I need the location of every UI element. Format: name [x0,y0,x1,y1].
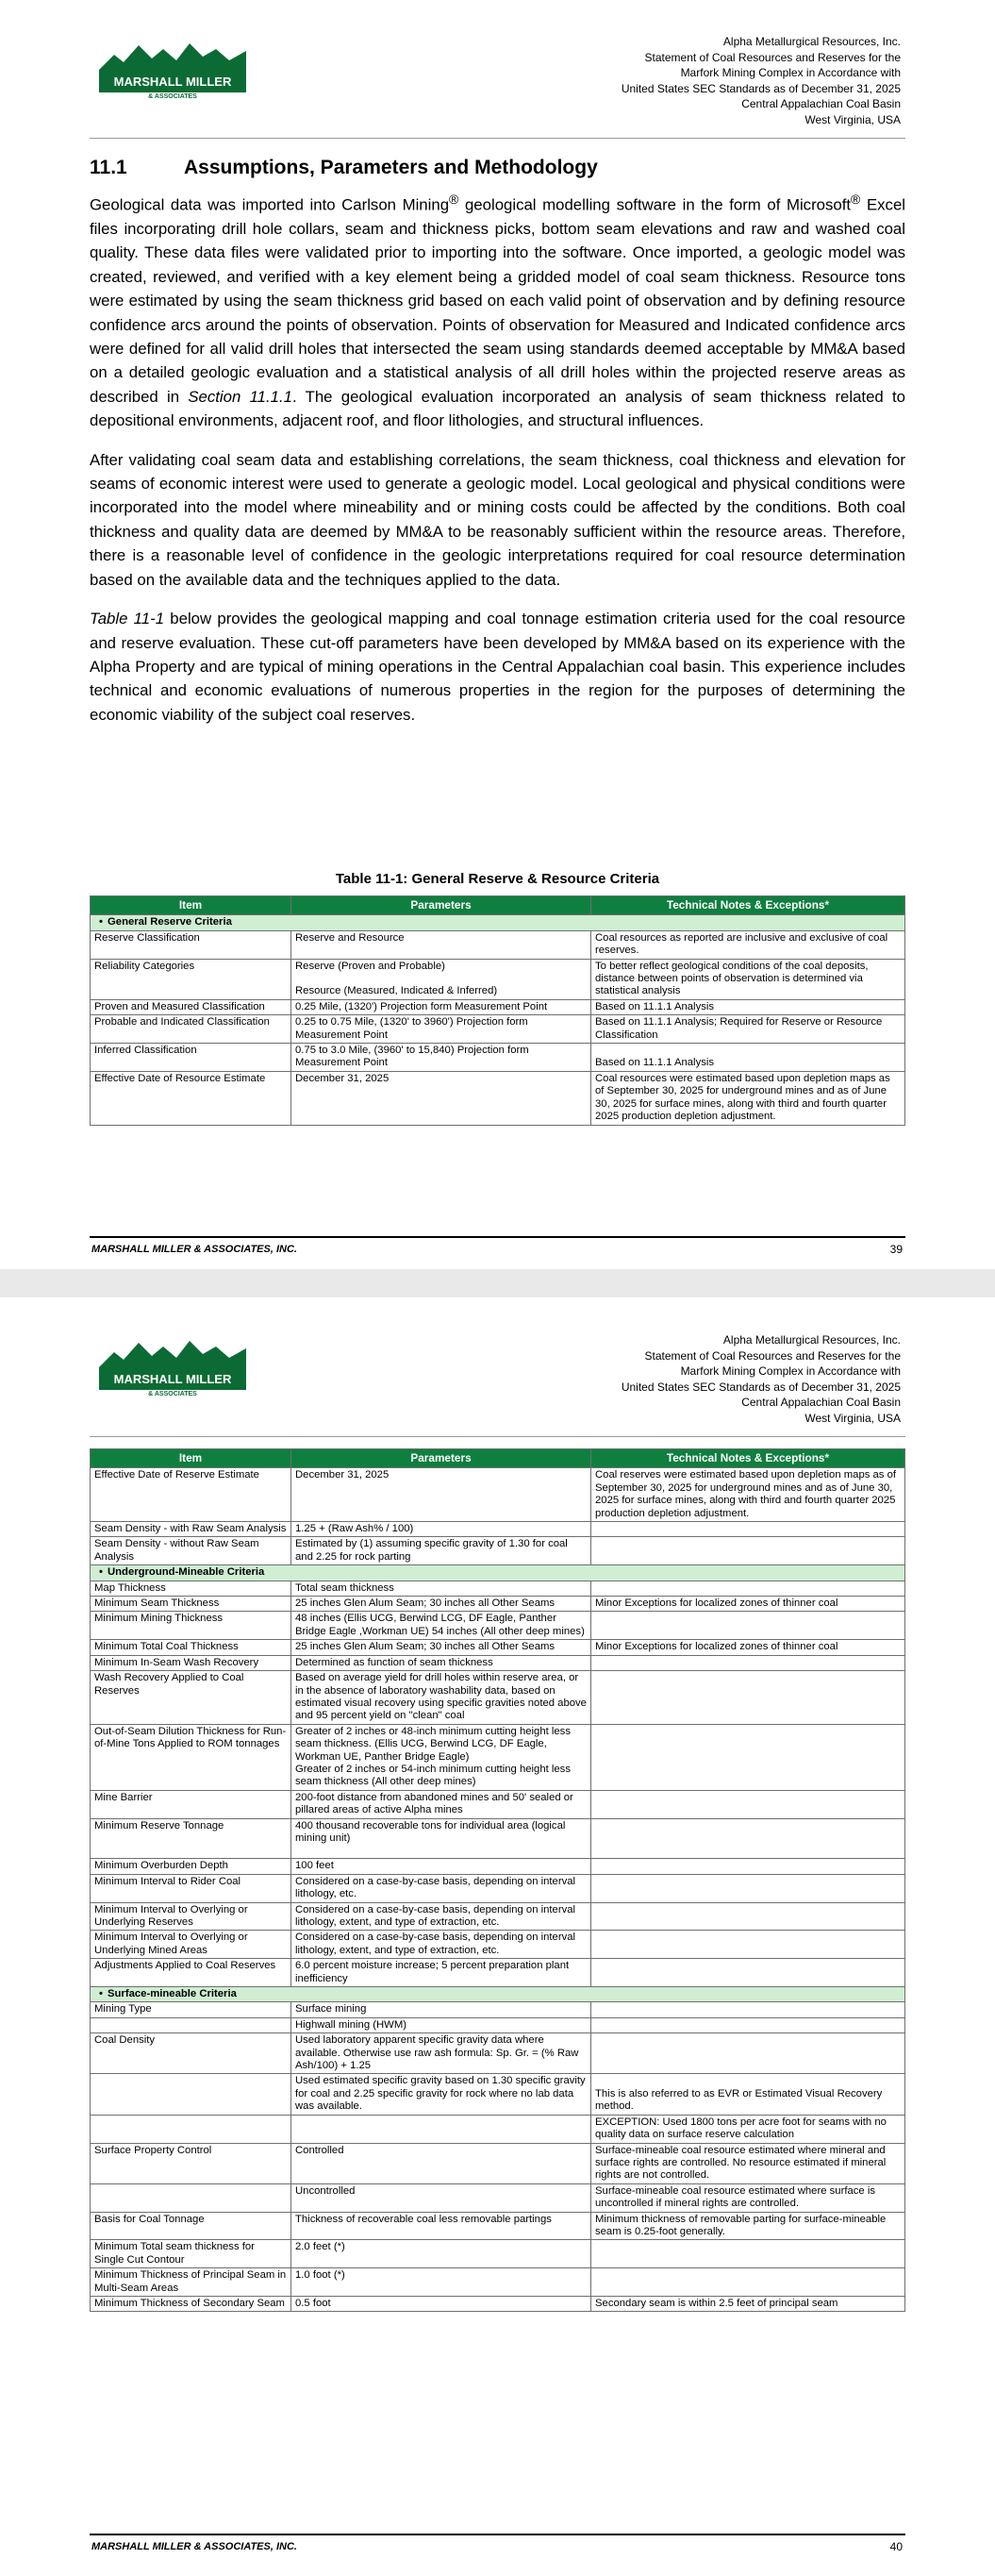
section-label: • Surface-mineable Criteria [91,1987,905,2002]
param-cell: Considered on a case-by-case basis, depending on interval lithology, extent, and type of extraction, etc. [291,1902,591,1931]
param-cell: December 31, 2025 [291,1071,591,1125]
param-cell: Uncontrolled [291,2183,591,2212]
item-cell: Minimum Total seam thickness for Single Cut Contour [91,2240,291,2268]
notes-cell: This is also referred to as EVR or Estimated Visual Recovery method. [591,2074,905,2115]
header-line: Central Appalachian Coal Basin [741,1396,901,1410]
table-row [91,1874,905,1902]
item-cell: Minimum In-Seam Wash Recovery [91,1655,291,1670]
param-text: Resource (Measured, Indicated & Inferred) [295,985,498,997]
header-text [622,34,901,128]
header-line: Marfork Mining Complex in Accordance with [680,66,901,80]
table-row [91,1612,905,1640]
header-line: Alpha Metallurgical Resources, Inc. [722,35,901,48]
param-cell: 1.0 foot (*) [291,2268,591,2297]
page-number: 39 [889,1243,903,1256]
notes-cell [591,1790,905,1818]
header-line: Statement of Coal Resources and Reserves for the [644,1348,901,1363]
item-cell: Wash Recovery Applied to Coal Reserves [91,1671,291,1725]
table-row [91,1671,905,1725]
section-reference: Section 11.1.1 [188,387,292,406]
param-cell: Considered on a case-by-case basis, depending on interval lithology, extent, and type of extraction, etc. [291,1931,591,1959]
notes-cell [591,1581,905,1596]
notes-cell [591,1522,905,1537]
notes-cell [591,1671,905,1725]
item-cell: Effective Date of Resource Estimate [91,1071,291,1125]
svg-text:& ASSOCIATES: & ASSOCIATES [148,93,197,100]
param-text: Greater of 2 inches or 54-inch minimum cutting height less seam thickness (All other deep mines) [295,1763,571,1788]
table-row [91,1902,905,1931]
notes-cell [591,1612,905,1640]
section-text: General Reserve Criteria [108,916,232,928]
header-text [622,1332,901,1427]
notes-cell [591,1859,905,1874]
param-cell: 200-foot distance from abandoned mines and 50' sealed or pillared areas of active Alpha mines [291,1790,591,1818]
table-row [91,1640,905,1655]
section-heading [90,157,598,179]
notes-cell [591,1724,905,1790]
header-line: United States SEC Standards as of December 31, 2025 [621,1380,901,1394]
notes-cell: Minor Exceptions for localized zones of thinner coal [591,1640,905,1655]
table-row [91,2143,905,2183]
paragraph: After validating coal seam data and establishing correlations, the seam thickness, coal thickness and elevation for seams of economic interest were used to generate a geologic model. Local geological and physical conditions were incorporated into the model where mineability and or mining costs could be affected by the conditions. Both coal thickness and quality data are deemed by MM&A to be reasonably sufficient within the resource areas. Therefore, there is a reasonable level of confidence in the geologic interpretations required for coal resource determination based on the available data and the techniques applied to the data. [90,450,905,589]
item-cell: Minimum Seam Thickness [91,1597,291,1612]
page-39 [0,0,995,1269]
notes-cell: Surface-mineable coal resource estimated where mineral and surface rights are controlled. No resource estimated if mineral rights are not controlled. [591,2143,905,2183]
table-row [91,1522,905,1537]
header-divider [90,138,905,139]
notes-cell: Coal resources as reported are inclusive and exclusive of coal reserves. [591,930,905,959]
item-cell: Minimum Interval to Overlying or Underlying Reserves [91,1902,291,1931]
table-row [91,1071,905,1125]
item-cell: Map Thickness [91,1581,291,1596]
notes-cell: EXCEPTION: Used 1800 tons per acre foot for seams with no quality data on surface reserve calculation [591,2115,905,2143]
table-row [91,2017,905,2032]
notes-cell: Minor Exceptions for localized zones of thinner coal [591,1597,905,1612]
item-cell: Basis for Coal Tonnage [91,2212,291,2240]
param-cell: Thickness of recoverable coal less removable partings [291,2212,591,2240]
param-cell: 25 inches Glen Alum Seam; 30 inches all Other Seams [291,1640,591,1655]
table-row [91,2240,905,2268]
footer-divider [90,2534,905,2535]
table-reference: Table 11-1 [90,610,165,628]
section-title: Assumptions, Parameters and Methodology [184,157,598,178]
text-run: geological modelling software in the form of Microsoft [458,195,852,214]
item-cell: Seam Density - without Raw Seam Analysis [91,1537,291,1565]
item-cell: Adjustments Applied to Coal Reserves [91,1959,291,1987]
header-line: West Virginia, USA [804,1411,901,1425]
param-cell: 25 inches Glen Alum Seam; 30 inches all Other Seams [291,1597,591,1612]
param-cell: 0.5 foot [291,2296,591,2311]
table-row [91,2212,905,2240]
notes-cell [591,1874,905,1902]
notes-cell [591,2017,905,2032]
item-cell [91,2183,291,2212]
notes-cell [591,1931,905,1959]
notes-cell: Based on 11.1.1 Analysis [591,999,905,1014]
column-header: Item [91,1449,291,1468]
item-cell [91,2074,291,2115]
item-cell: Minimum Reserve Tonnage [91,1818,291,1859]
notes-cell [591,2033,905,2074]
table-header-row [91,896,905,915]
item-cell: Minimum Interval to Overlying or Underlying Mined Areas [91,1931,291,1959]
registered-mark: ® [851,192,861,207]
param-text: Reserve (Proven and Probable) [295,960,445,972]
table-title: Table 11-1: General Reserve & Resource Criteria [335,871,660,887]
section-label: • General Reserve Criteria [91,915,905,930]
notes-cell [591,2002,905,2017]
notes-cell: Based on 11.1.1 Analysis [591,1044,905,1072]
mma-logo [97,1333,248,1397]
section-label: • Underground-Mineable Criteria [91,1565,905,1581]
notes-cell: Coal reserves were estimated based upon depletion maps as of September 30, 2025 for underground mines and as of June 30, 2025 for surface mines, along with third and fourth quarter 2025 production depletion adjustment. [591,1468,905,1522]
header-divider [90,1436,905,1437]
svg-text:MARSHALL MILLER: MARSHALL MILLER [113,1372,232,1386]
notes-cell: Based on 11.1.1 Analysis; Required for Reserve or Resource Classification [591,1015,905,1044]
notes-cell [591,1959,905,1987]
param-cell: Surface mining [291,2002,591,2017]
param-cell: 48 inches (Ellis UCG, Berwind LCG, DF Eagle, Panther Bridge Eagle ,Workman UE) 54 inches (All other deep mines) [291,1612,591,1640]
header-line: West Virginia, USA [804,112,901,126]
table-row [91,1044,905,1072]
table-row [91,2268,905,2297]
table-row [91,1818,905,1859]
item-cell: Reliability Categories [91,959,291,999]
notes-cell [591,1537,905,1565]
text-run: Excel files incorporating drill hole collars, seam and thickness picks, bottom seam elevations and raw and washed coal quality. These data files were validated prior to importing into the software. Once imported, a geologic model was created, reviewed, and verified with a key element being a gridded model of coal seam thickness. Resource tons were estimated by using the seam thickness grid based on each valid point of observation and by defining resource confidence arcs around the points of observation. Points of observation for Measured and Indicated confidence arcs were defined for all valid drill holes that intersected the seam using standards deemed acceptable by MM&A based on a detailed geologic evaluation and a statistical analysis of all drill holes within the projected reserve areas as described in [90,195,905,406]
item-cell [91,2115,291,2143]
header-line: Central Appalachian Coal Basin [741,97,901,111]
criteria-table [90,895,905,1126]
param-cell [291,959,591,999]
item-cell: Minimum Total Coal Thickness [91,1640,291,1655]
notes-cell: Minimum thickness of removable parting for surface-mineable seam is 0.25-foot generally. [591,2212,905,2240]
text-run: Geological data was imported into Carlson Mining [90,195,450,214]
table-row [91,1015,905,1044]
item-cell: Minimum Thickness of Secondary Seam [91,2296,291,2311]
footer-divider [90,1236,905,1238]
param-cell: 6.0 percent moisture increase; 5 percent preparation plant inefficiency [291,1959,591,1987]
notes-cell [591,2268,905,2297]
notes-cell [591,1818,905,1859]
item-cell: Minimum Interval to Rider Coal [91,1874,291,1902]
item-cell: Reserve Classification [91,930,291,959]
table-row [91,2115,905,2143]
page-40 [0,1297,995,2576]
param-cell: Used laboratory apparent specific gravity data where available. Otherwise use raw ash formula: Sp. Gr. = (% Raw Ash/100) + 1.25 [291,2033,591,2074]
page-number: 40 [889,2540,903,2553]
item-cell: Probable and Indicated Classification [91,1015,291,1044]
column-header: Item [91,896,291,915]
table-row [91,1931,905,1959]
item-cell: Seam Density - with Raw Seam Analysis [91,1522,291,1537]
table-row [91,1468,905,1522]
param-cell: Used estimated specific gravity based on 1.30 specific gravity for coal and 2.25 specific gravity for rock where no lab data was available. [291,2074,591,2115]
item-cell: Coal Density [91,2033,291,2074]
text-run: . The geological evaluation incorporated an analysis of seam thickness related to depositional environments, adjacent roof, and floor lithologies, and structural influences. [90,387,906,430]
notes-cell: To better reflect geological conditions of the coal deposits, distance between points of observation is determined via statistical analysis [591,959,905,999]
table-row [91,959,905,999]
param-cell: Determined as function of seam thickness [291,1655,591,1670]
param-text: Greater of 2 inches or 48-inch minimum cutting height less seam thickness. (Ellis UCG, Berwind LCG, DF Eagle, Workman UE, Panther Bridge Eagle) [295,1725,571,1763]
header-line: United States SEC Standards as of December 31, 2025 [621,81,901,95]
table-row [91,930,905,959]
section-row [91,1987,905,2002]
mma-logo [97,36,248,100]
footer-firm: MARSHALL MILLER & ASSOCIATES, INC. [91,1244,297,1255]
param-cell: 2.0 feet (*) [291,2240,591,2268]
header-line: Alpha Metallurgical Resources, Inc. [722,1333,901,1347]
param-cell: 400 thousand recoverable tons for individual area (logical mining unit) [291,1818,591,1859]
section-text: Underground-Mineable Criteria [108,1566,265,1579]
param-cell: Based on average yield for drill holes within reserve area, or in the absence of laboratory washability data, based on estimated visual recovery using specific gravities noted above and 95 percent yield on "clean" coal [291,1671,591,1725]
item-cell: Surface Property Control [91,2143,291,2183]
param-cell: Controlled [291,2143,591,2183]
section-number: 11.1 [90,157,127,178]
criteria-table-continued [90,1448,905,2312]
table-row [91,2183,905,2212]
param-cell: 1.25 + (Raw Ash% / 100) [291,1522,591,1537]
column-header: Technical Notes & Exceptions* [591,896,905,915]
notes-cell: Surface-mineable coal resource estimated where surface is uncontrolled if mineral rights are controlled. [591,2183,905,2212]
param-cell: 0.25 to 0.75 Mile, (1320' to 3960') Projection form Measurement Point [291,1015,591,1044]
param-cell: 0.25 Mile, (1320') Projection form Measurement Point [291,999,591,1014]
param-cell: Total seam thickness [291,1581,591,1596]
table-row [91,2296,905,2311]
table-row [91,1724,905,1790]
header-line: Marfork Mining Complex in Accordance with [680,1364,901,1379]
column-header: Parameters [291,1449,591,1468]
param-cell [291,2115,591,2143]
page-gap [0,1269,995,1297]
notes-cell [591,2240,905,2268]
table-row [91,2002,905,2017]
table-row [91,1790,905,1818]
item-cell: Minimum Overburden Depth [91,1859,291,1874]
paragraph [90,188,905,433]
table-row [91,1655,905,1670]
paragraph [90,607,905,727]
notes-cell [591,1655,905,1670]
item-cell: Out-of-Seam Dilution Thickness for Run-of-Mine Tons Applied to ROM tonnages [91,1724,291,1790]
param-cell [291,1724,591,1790]
body-text [90,188,905,742]
param-cell: Highwall mining (HWM) [291,2017,591,2032]
section-row [91,915,905,930]
item-cell: Inferred Classification [91,1044,291,1072]
notes-cell [591,1902,905,1931]
table-row [91,1597,905,1612]
item-cell: Proven and Measured Classification [91,999,291,1014]
notes-cell: Coal resources were estimated based upon depletion maps as of September 30, 2025 for underground mines and as of June 30, 2025 for surface mines, along with third and fourth quarter 2025 production depletion adjustment. [591,1071,905,1125]
table-row [91,1959,905,1987]
item-cell: Mining Type [91,2002,291,2017]
param-cell: Considered on a case-by-case basis, depending on interval lithology, etc. [291,1874,591,1902]
param-cell: December 31, 2025 [291,1468,591,1522]
item-cell: Minimum Mining Thickness [91,1612,291,1640]
table-row [91,999,905,1014]
registered-mark: ® [449,192,459,207]
svg-text:MARSHALL MILLER: MARSHALL MILLER [113,75,232,89]
footer-firm: MARSHALL MILLER & ASSOCIATES, INC. [91,2541,297,2552]
item-cell: Minimum Thickness of Principal Seam in Multi-Seam Areas [91,2268,291,2297]
item-cell: Effective Date of Reserve Estimate [91,1468,291,1522]
notes-cell: Secondary seam is within 2.5 feet of principal seam [591,2296,905,2311]
column-header: Parameters [291,896,591,915]
param-cell: 0.75 to 3.0 Mile, (3960' to 15,840) Projection form Measurement Point [291,1044,591,1072]
svg-text:& ASSOCIATES: & ASSOCIATES [148,1391,197,1397]
param-cell: Reserve and Resource [291,930,591,959]
table-header-row [91,1449,905,1468]
item-cell: Mine Barrier [91,1790,291,1818]
table-row [91,2033,905,2074]
text-run: below provides the geological mapping and coal tonnage estimation criteria used for the coal resource and reserve evaluation. These cut-off parameters have been developed by MM&A based on its experience with the Alpha Property and are typical of mining operations in the Central Appalachian coal basin. This experience includes technical and economic evaluations of numerous properties in the region for the purposes of determining the economic viability of the subject coal reserves. [90,610,905,724]
table-row [91,1581,905,1596]
section-text: Surface-mineable Criteria [108,1988,237,2000]
param-cell: 100 feet [291,1859,591,1874]
column-header: Technical Notes & Exceptions* [591,1449,905,1468]
header-line: Statement of Coal Resources and Reserves for the [644,50,901,64]
item-cell [91,2017,291,2032]
table-row [91,2074,905,2115]
section-row [91,1565,905,1581]
param-cell: Estimated by (1) assuming specific gravity of 1.30 for coal and 2.25 for rock parting [291,1537,591,1565]
table-row [91,1859,905,1874]
table-row [91,1537,905,1565]
